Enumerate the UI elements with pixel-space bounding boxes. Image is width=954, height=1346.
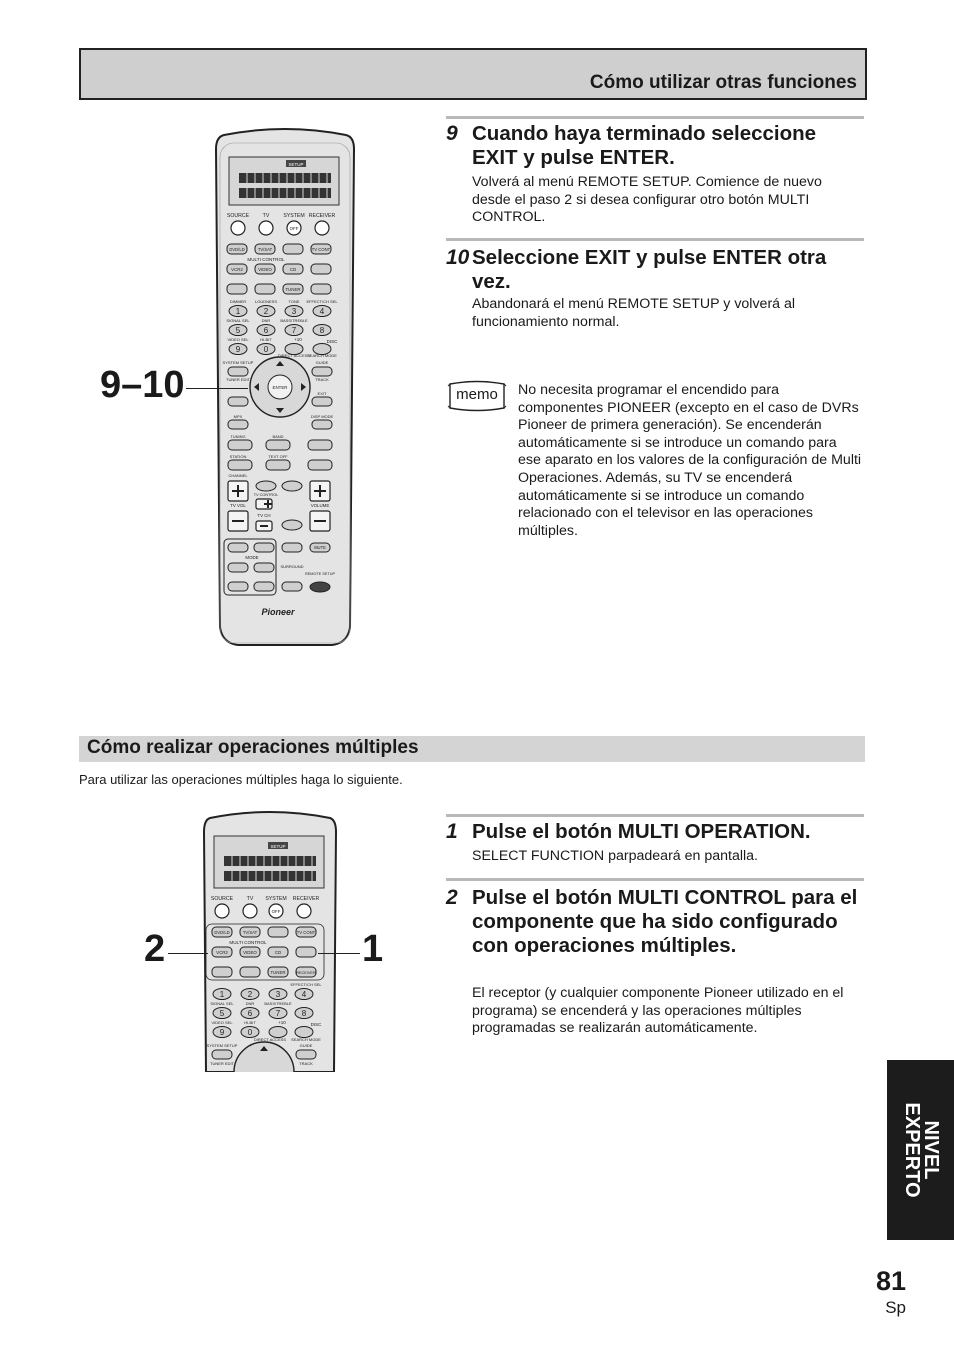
label-receiver: RECEIVER <box>308 213 336 219</box>
label-tuner: TUNER <box>285 287 301 292</box>
label-direct-access: DIRECT ACCESS <box>277 353 311 358</box>
label-tuner-edit: TUNER EDIT <box>226 377 250 382</box>
step9-title: Cuando haya terminado seleccione EXIT y pulse ENTER. <box>472 122 817 169</box>
digit-6-b: 6 <box>247 1009 253 1018</box>
label-enter: ENTER <box>272 385 288 390</box>
digit-5-b: 5 <box>219 1009 225 1018</box>
digit-0-b: 0 <box>247 1028 253 1037</box>
label-effect-b: EFFECT/CH SEL <box>290 982 322 987</box>
label-cd-b: CD <box>274 950 282 955</box>
lcd-setup-label-b: SETUP <box>270 844 286 849</box>
step2-body: El receptor (y cualquier componente Pioneer utilizado en el programa) se encenderá y las operaciones múltiples programadas se realizarán automáticamente. <box>472 985 844 1036</box>
label-system-b: SYSTEM <box>265 896 287 902</box>
label-tvsat-b: TV/SAT <box>242 930 258 935</box>
label-volume: VOLUME <box>310 503 330 508</box>
label-bass-treble-b: BASS/TREBLE <box>264 1001 292 1006</box>
callout-line-2 <box>168 953 208 954</box>
label-source-b: SOURCE <box>210 896 234 902</box>
step10 <box>446 246 864 342</box>
label-search-mode-b: SEARCH MODE <box>291 1037 321 1042</box>
label-tuner-b: TUNER <box>270 970 286 975</box>
step1-body: SELECT FUNCTION parpadeará en pantalla. <box>472 848 758 864</box>
label-system: SYSTEM <box>283 213 305 219</box>
section-band <box>79 736 865 762</box>
label-dvd: DVD/LD <box>229 247 245 252</box>
label-bass-treble: BASS/TREBLE <box>280 318 308 323</box>
label-off: OFF <box>289 226 299 231</box>
label-tv-vol: TV VOL <box>230 503 246 508</box>
step9-number: 9 <box>446 122 458 145</box>
label-tv-b: TV <box>246 896 254 902</box>
label-dnr: DNR <box>261 318 271 323</box>
step10-body: Abandonará el menú REMOTE SETUP y volverá al funcionamiento normal. <box>472 296 796 330</box>
label-receiver-b: RECEIVER <box>292 896 320 902</box>
digit-9: 9 <box>235 345 241 354</box>
label-track: TRACK <box>315 377 329 382</box>
digit-3: 3 <box>291 307 297 316</box>
digit-9-b: 9 <box>219 1028 225 1037</box>
label-multi-control: MULTI CONTROL <box>247 257 285 262</box>
step9-body: Volverá al menú REMOTE SETUP. Comience de nuevo desde el paso 2 si desea configurar otro botón MULTI CONTROL. <box>472 174 822 225</box>
digit-1: 1 <box>235 307 241 316</box>
side-tab-line2: EXPERTO <box>900 1102 923 1198</box>
label-tv: TV <box>262 213 270 219</box>
digit-5: 5 <box>235 326 241 335</box>
digit-8: 8 <box>319 326 325 335</box>
step10-number: 10 <box>446 246 470 269</box>
label-station: STATION <box>229 454 247 459</box>
label-tv-control: TV CONTROL <box>253 493 279 497</box>
step2-title: Pulse el botón MULTI CONTROL para el componente que ha sido configurado con operaciones múltiples. <box>472 886 858 957</box>
digit-7-b: 7 <box>275 1009 281 1018</box>
callout-2: 2 <box>144 928 166 970</box>
label-guide: GUIDE <box>315 360 329 365</box>
label-video-sel: VIDEO SEL <box>227 337 249 342</box>
label-multi-control-b: MULTI CONTROL <box>229 940 267 945</box>
label-dnr-b: DNR <box>245 1001 255 1006</box>
step2-rule <box>446 878 864 881</box>
label-surround: SURROUND <box>280 564 304 569</box>
step2-number: 2 <box>446 886 458 909</box>
label-plus10-b: +10 <box>278 1020 286 1025</box>
page-number: 81 <box>875 1266 906 1296</box>
label-tuning: TUNING <box>230 434 246 439</box>
label-plus10: +10 <box>294 337 302 342</box>
section-intro: Para utilizar las operaciones múltiples haga lo siguiente. <box>79 772 403 787</box>
label-system-setup-b: SYSTEM SETUP <box>206 1043 238 1048</box>
step10-rule <box>446 238 864 241</box>
label-tone: TONE <box>288 299 300 304</box>
lcd-setup-label: SETUP <box>288 162 304 167</box>
label-track-b: TRACK <box>299 1061 313 1066</box>
label-direct-access-b: DIRECT ACCESS <box>253 1037 287 1042</box>
remote-illustration-bottom <box>202 810 338 1072</box>
callout-1: 1 <box>362 928 384 970</box>
label-signal-sel-b: SIGNAL SEL <box>210 1001 234 1006</box>
label-text-off: TEXT OFF <box>268 454 288 459</box>
label-hi-bit: HI-BIT <box>260 337 272 342</box>
label-disc: DISC <box>326 339 338 344</box>
digit-1-b: 1 <box>219 990 225 999</box>
digit-0: 0 <box>263 345 269 354</box>
label-dvd-b: DVD/LD <box>214 930 230 935</box>
step1 <box>446 820 864 874</box>
label-source: SOURCE <box>226 213 250 219</box>
digit-4: 4 <box>319 307 325 316</box>
digit-7: 7 <box>291 326 297 335</box>
step9-rule <box>446 116 864 119</box>
label-tv-ch: TV CH <box>257 513 271 518</box>
label-mute: MUTE <box>314 545 326 550</box>
label-tvcont: TV CONT <box>311 247 331 252</box>
label-vcr: VCR2 <box>231 267 243 272</box>
label-band: BAND <box>272 434 284 439</box>
label-video-b: VIDEO <box>243 950 257 955</box>
brand-logo: Pioneer <box>261 607 295 617</box>
label-effect: EFFECT/CH SEL <box>306 299 338 304</box>
label-dimmer: DIMMER <box>229 299 247 304</box>
step2 <box>446 886 864 1046</box>
label-tvcont-b: TV CONT <box>296 930 316 935</box>
label-disc-b: DISC <box>310 1022 322 1027</box>
label-tuner-edit-b: TUNER EDIT <box>210 1061 234 1066</box>
step9 <box>446 122 864 232</box>
label-search-mode: SEARCH MODE <box>307 353 337 358</box>
label-exit: EXIT <box>317 391 327 396</box>
callout-line-1 <box>318 953 360 954</box>
label-video-sel-b: VIDEO SEL <box>211 1020 233 1025</box>
step10-title: Seleccione EXIT y pulse ENTER otra vez. <box>472 246 827 293</box>
callout-9-10: 9–10 <box>100 364 185 406</box>
section-title: Cómo realizar operaciones múltiples <box>87 737 419 758</box>
label-tvsat: TV/SAT <box>257 247 273 252</box>
digit-4-b: 4 <box>301 990 307 999</box>
label-mpx: MPX <box>233 414 243 419</box>
label-mode: MODE <box>245 555 259 560</box>
label-vcr-b: VCR2 <box>216 950 228 955</box>
label-system-setup: SYSTEM SETUP <box>222 360 254 365</box>
callout-line-top <box>186 388 248 389</box>
label-video: VIDEO <box>258 267 272 272</box>
step1-number: 1 <box>446 820 458 843</box>
label-guide-b: GUIDE <box>299 1043 313 1048</box>
side-tab-line1: NIVEL <box>919 1120 942 1180</box>
header-title: Cómo utilizar otras funciones <box>589 72 857 93</box>
side-tab <box>887 1060 954 1240</box>
header-band <box>79 48 867 100</box>
step1-title: Pulse el botón MULTI OPERATION. <box>472 820 811 843</box>
digit-2-b: 2 <box>247 990 253 999</box>
memo-icon-label: memo <box>456 386 498 403</box>
memo-text: No necesita programar el encendido para componentes PIONEER (excepto en el caso de DVRs Pioneer de primera generación). Se encenderán automáticamente si se introduce un comando para ese aparato en los valores de la configuración de Multi Operaciones. Además, su TV se encenderá automáticamente si se introduce un comando relacionado con el televisor en las operaciones múltiples. <box>518 382 862 539</box>
label-receiver-btn-b: RECEIVER <box>296 971 316 975</box>
page-language: Sp <box>885 1298 906 1317</box>
side-tab-text <box>902 1102 940 1197</box>
label-signal-sel: SIGNAL SEL <box>226 318 250 323</box>
label-loudness: LOUDNESS <box>254 299 278 304</box>
memo-icon <box>446 380 508 412</box>
digit-8-b: 8 <box>301 1009 307 1018</box>
digit-2: 2 <box>263 307 269 316</box>
label-hi-bit-b: HI-BIT <box>244 1020 256 1025</box>
label-channel: CHANNEL <box>228 473 248 478</box>
label-off-b: OFF <box>271 909 281 914</box>
label-disp-mode: DISP MODE <box>310 414 334 419</box>
digit-3-b: 3 <box>275 990 281 999</box>
digit-6: 6 <box>263 326 269 335</box>
step1-rule <box>446 814 864 817</box>
label-cd: CD <box>289 267 297 272</box>
label-remote-setup: REMOTE SETUP <box>305 572 335 576</box>
